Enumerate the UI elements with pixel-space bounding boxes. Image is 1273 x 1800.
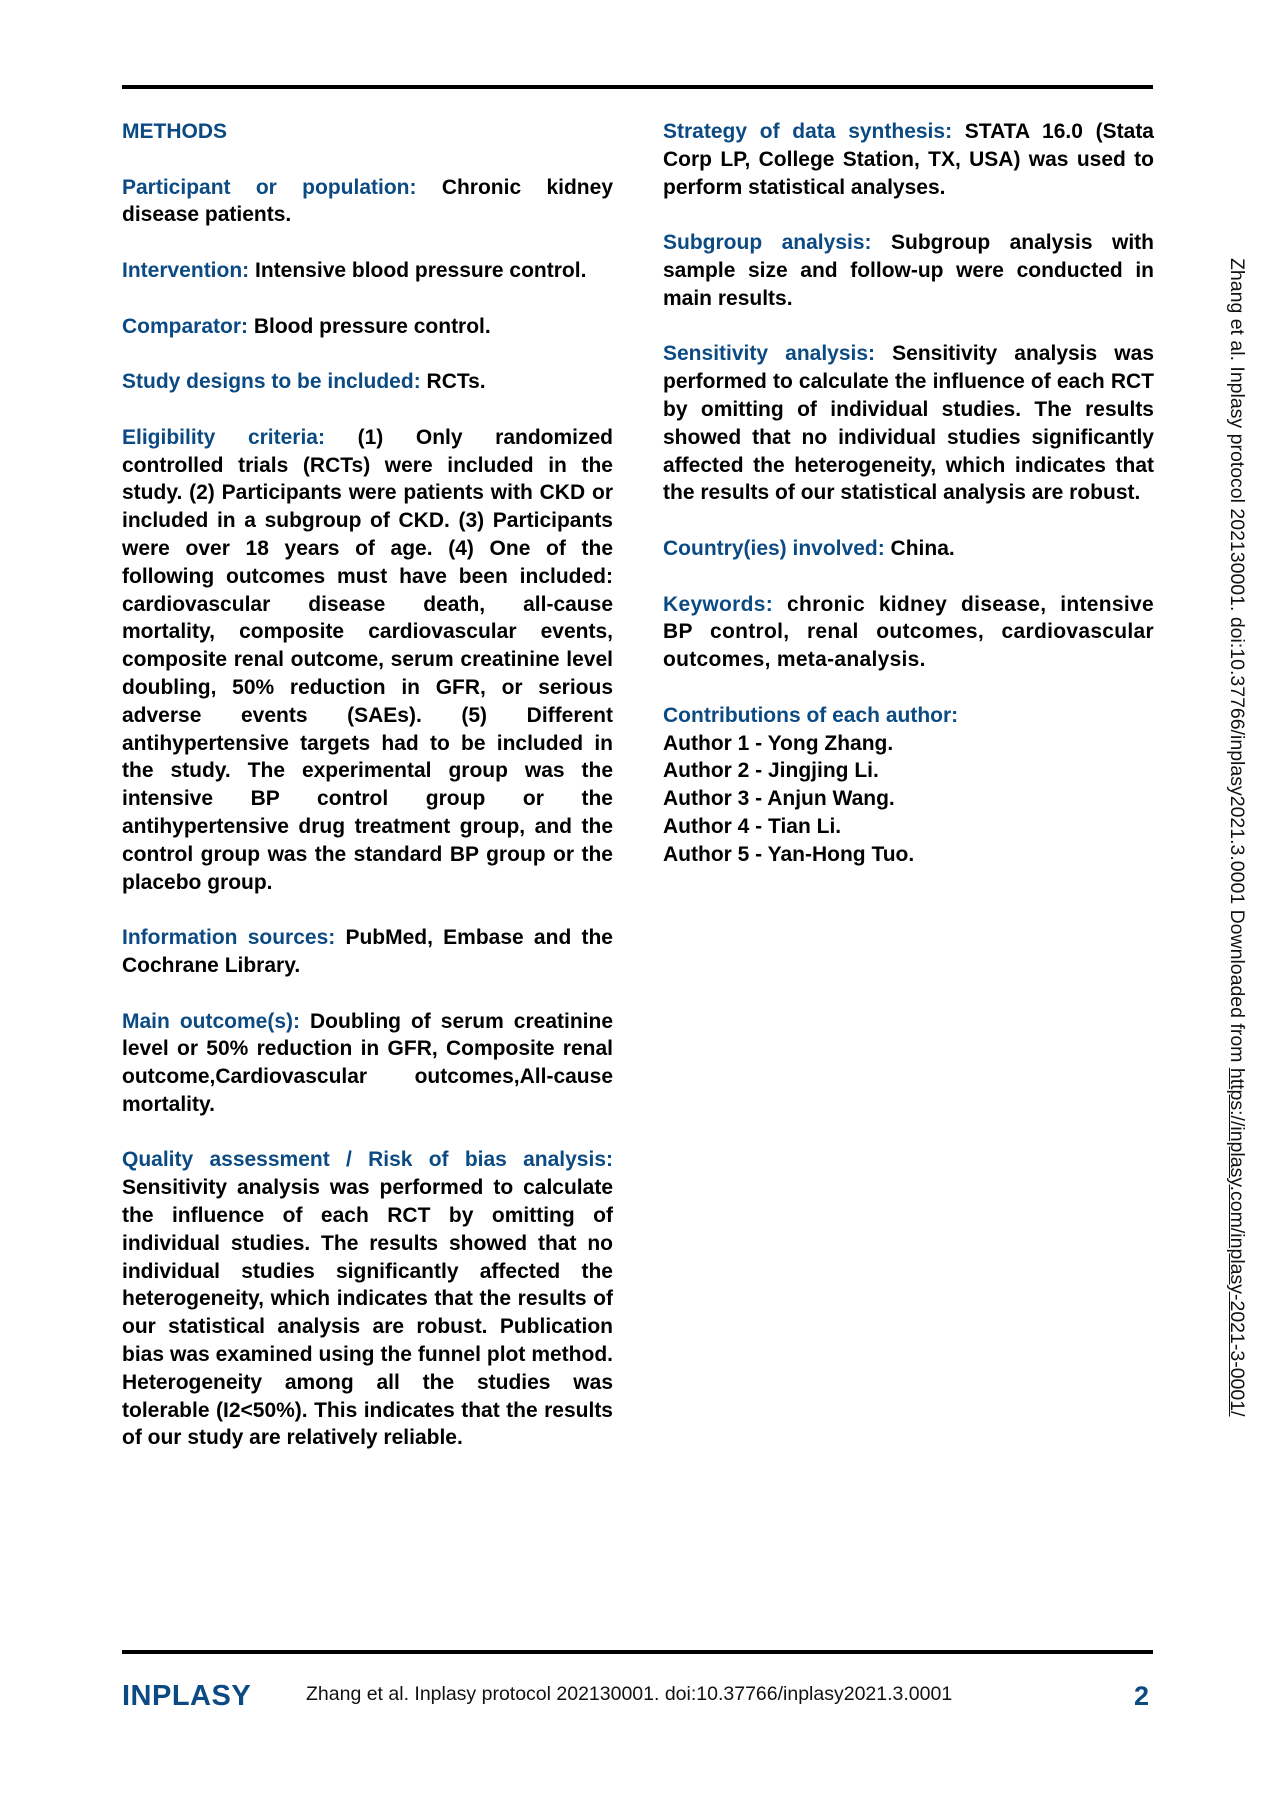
subgroup-analysis-section xyxy=(663,229,1154,312)
section-label: Subgroup analysis: xyxy=(663,231,872,255)
section-text: Intensive blood pressure control. xyxy=(255,258,587,282)
section-label: Keywords: xyxy=(663,592,774,616)
section-title: METHODS xyxy=(122,120,227,143)
side-note-text: Zhang et al. Inplasy protocol 202130001. doi:10.37766/inplasy2021.3.0001 Downloaded from xyxy=(1226,258,1248,1068)
bottom-rule xyxy=(122,1650,1153,1654)
comparator-section xyxy=(122,313,613,341)
section-text: Chronic kidney disease patients. xyxy=(122,175,613,227)
section-label: Comparator: xyxy=(122,314,249,338)
section-text: STATA 16.0 (Stata Corp LP, College Station, TX, USA) was used to perform statistical analyses. xyxy=(663,120,1154,199)
study-designs-section xyxy=(122,368,613,396)
section-label: Information sources: xyxy=(122,926,336,950)
contributions-section xyxy=(663,702,1154,869)
side-download-note xyxy=(1225,258,1248,1417)
information-sources-section xyxy=(122,924,613,980)
page-number: 2 xyxy=(1134,1681,1150,1711)
author-item: Author 3 - Anjun Wang. xyxy=(663,787,895,811)
section-text: China. xyxy=(890,536,955,560)
section-text: Blood pressure control. xyxy=(253,314,491,338)
section-label: Strategy of data synthesis: xyxy=(663,120,953,143)
author-item: Author 2 - Jingjing Li. xyxy=(663,759,879,783)
section-label: Participant or population: xyxy=(122,175,417,199)
author-item: Author 1 - Yong Zhang. xyxy=(663,731,894,755)
section-label: Quality assessment / Risk of bias analysis: xyxy=(122,1148,613,1172)
author-item: Author 5 - Yan-Hong Tuo. xyxy=(663,842,915,866)
section-text: Subgroup analysis with sample size and follow-up were conducted in main results. xyxy=(663,231,1154,310)
eligibility-section xyxy=(122,424,613,897)
top-rule xyxy=(122,85,1153,89)
contributions-label: Contributions of each author: xyxy=(663,703,959,727)
footer-citation: Zhang et al. Inplasy protocol 202130001. doi:10.37766/inplasy2021.3.0001 xyxy=(306,1683,953,1705)
right-column xyxy=(663,118,1154,869)
country-section xyxy=(663,535,1154,563)
section-text: chronic kidney disease, intensive BP control, renal outcomes, cardiovascular outcomes, meta-analysis. xyxy=(663,592,1154,672)
inplasy-logo: INPLASY xyxy=(122,1680,252,1712)
sensitivity-analysis-section xyxy=(663,340,1154,507)
main-outcomes-section xyxy=(122,1008,613,1119)
keywords-section xyxy=(663,591,1154,674)
section-label: Eligibility criteria: xyxy=(122,425,325,449)
section-text: Sensitivity analysis was performed to calculate the influence of each RCT by omitting of individual studies. The results showed that no individual studies significantly affected the heterogeneity, which indicates that the results of our statistical analysis are robust. Publication bias was examined using the funnel plot method. Heterogeneity among all the studies was tolerable (I2<50%). This indicates that the results of our study are relatively reliable. xyxy=(122,1176,613,1450)
section-label: Intervention: xyxy=(122,258,250,282)
section-label: Study designs to be included: xyxy=(122,370,421,394)
left-column xyxy=(122,118,613,1480)
quality-assessment-section xyxy=(122,1146,613,1452)
section-text: Sensitivity analysis was performed to calculate the influence of each RCT by omitting of individual studies. The results showed that no individual studies significantly affected the heterogeneity, which indicates that the results of our statistical analysis are robust. xyxy=(663,342,1154,505)
section-label: Sensitivity analysis: xyxy=(663,342,876,366)
participant-section xyxy=(122,174,613,230)
intervention-section xyxy=(122,257,613,285)
section-text: (1) Only randomized controlled trials (RCTs) were included in the study. (2) Participants were patients with CKD or included in a subgroup of CKD. (3) Participants were over 18 years of age. (4) One of the following outcomes must have been included: cardiovascular disease death, all-cause mortality, composite cardiovascular events, composite renal outcome, serum creatinine level doubling, 50% reduction in GFR, or serious adverse events (SAEs). (5) Different antihypertensive targets had to be included in the study. The experimental group was the intensive BP control group or the antihypertensive drug treatment group, and the control group was the standard BP group or the placebo group. xyxy=(122,425,613,894)
section-text: RCTs. xyxy=(426,370,486,394)
section-text: Doubling of serum creatinine level or 50% reduction in GFR, Composite renal outcome,Cardiovascular outcomes,All-cause mortality. xyxy=(122,1009,613,1116)
section-text: PubMed, Embase and the Cochrane Library. xyxy=(122,926,613,977)
section-label: Country(ies) involved: xyxy=(663,536,885,560)
data-synthesis-section xyxy=(663,118,1154,201)
download-link[interactable]: https://inplasy.com/inplasy-2021-3-0001/ xyxy=(1226,1067,1248,1417)
author-item: Author 4 - Tian Li. xyxy=(663,814,842,838)
section-label: Main outcome(s): xyxy=(122,1009,300,1033)
